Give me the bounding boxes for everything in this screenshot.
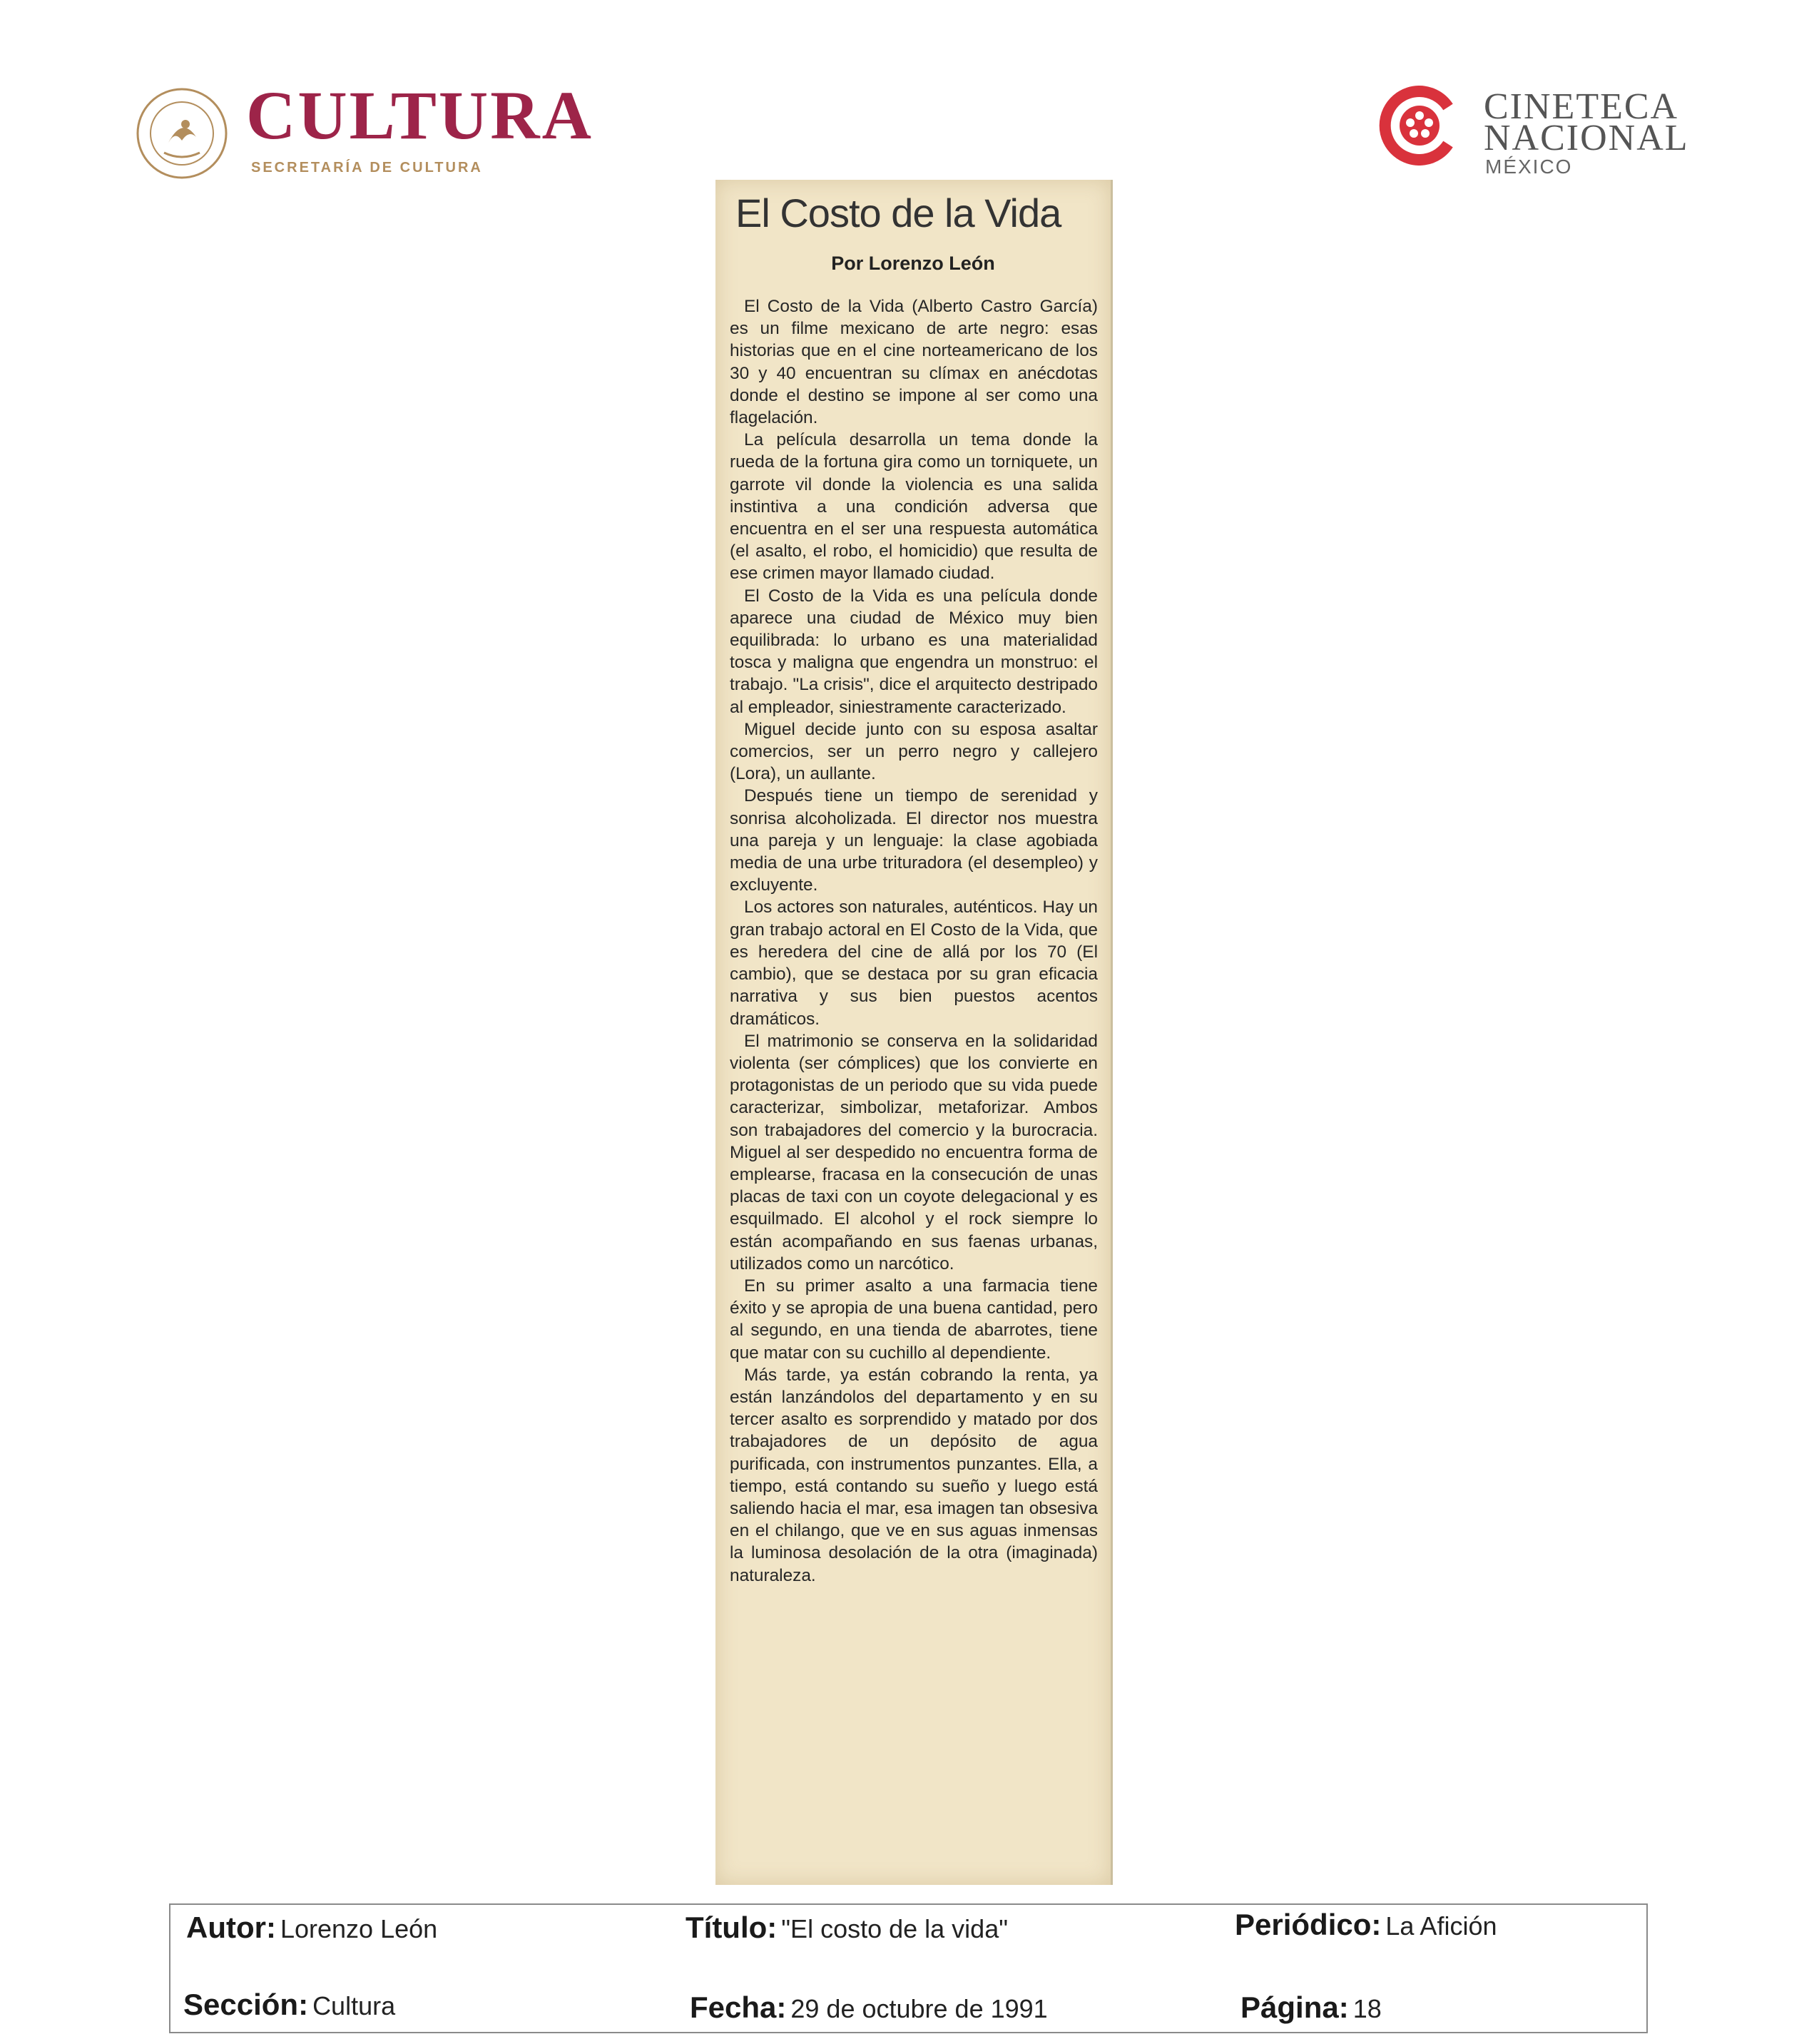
- autor-field: [186, 1911, 437, 1945]
- pagina-field: [1240, 1990, 1382, 2025]
- autor-value: Lorenzo León: [280, 1914, 438, 1943]
- fecha-label: Fecha:: [690, 1990, 787, 2024]
- pagina-label: Página:: [1240, 1990, 1349, 2024]
- seccion-value: Cultura: [312, 1991, 396, 2020]
- seccion-label: Sección:: [183, 1988, 309, 2021]
- titulo-field: [686, 1911, 1008, 1945]
- periodico-field: [1235, 1908, 1497, 1942]
- article-body: [730, 295, 1098, 1587]
- mexican-seal-icon: [136, 87, 228, 180]
- article-paragraph: Más tarde, ya están cobrando la renta, ya están lanzándolos del departamento y en su tercer asalto es sorprendido y matado por dos trabajadores de un depósito de agua purificada, con instrumentos punzantes. Ella, a tiempo, está contando su sueño y luego está saliendo hacia el mar, esa imagen tan obsesiva en el chilango, que ve en sus aguas inmensas la luminosa desolación de la otra (imaginada) naturaleza.: [730, 1365, 1098, 1585]
- article-paragraph: El Costo de la Vida (Alberto Castro García) es un filme mexicano de arte negro: esas historias que en el cine norteamericano de los 30 y 40 encuentran su clímax en anécdotas donde el destino se impone al ser como una flagelación.: [730, 297, 1098, 428]
- cineteca-line1: CINETECA: [1484, 86, 1679, 127]
- cultura-subtitle: SECRETARÍA DE CULTURA: [251, 160, 483, 176]
- article-paragraph: El matrimonio se conserva en la solidaridad violenta (ser cómplices) que los convierte en protagonistas de un periodo que su vida puede caracterizar, simbolizar, metaforizar. Ambos son trabajadores del comercio y la burocracia. Miguel al ser despedido no encuentra forma de emplearse, fracasa en la consecución de unas placas de taxi con un coyote delegacional y es esquilmado. El alcohol y el rock siempre lo están acompañando en sus faenas urbanas, utilizados como un narcótico.: [730, 1031, 1098, 1273]
- titulo-value: "El costo de la vida": [781, 1914, 1009, 1943]
- fecha-value: 29 de octubre de 1991: [790, 1994, 1048, 2023]
- article-paragraph: El Costo de la Vida es una película donde aparece una ciudad de México muy bien equilibrada: lo urbano es una materialidad tosca y maligna que engendra un monstruo: el trabajo. "La crisis", dice el arquitecto destripado al empleador, siniestramente caracterizado.: [730, 586, 1098, 717]
- periodico-value: La Afición: [1385, 1911, 1497, 1941]
- cineteca-line3: MÉXICO: [1485, 156, 1573, 178]
- periodico-label: Periódico:: [1235, 1908, 1382, 1941]
- cultura-wordmark: CULTURA: [246, 77, 593, 153]
- pagina-value: 18: [1352, 1994, 1382, 2023]
- metadata-table: [169, 1903, 1648, 2033]
- article-paragraph: Después tiene un tiempo de serenidad y sonrisa alcoholizada. El director nos muestra una pareja y un lenguaje: la clase agobiada media de una urbe trituradora (el desempleo) y excluyente.: [730, 786, 1098, 895]
- fecha-field: [690, 1990, 1048, 2025]
- newspaper-clipping: [715, 180, 1113, 1885]
- article-paragraph: La película desarrolla un tema donde la rueda de la fortuna gira como un torniquete, un garrote vil donde la violencia es una salida instintiva a una condición adversa que encuentra en el ser una respuesta automática (el asalto, el robo, el homicidio) que resulta de ese crimen mayor llamado ciudad.: [730, 430, 1098, 584]
- seccion-field: [183, 1988, 395, 2022]
- cineteca-logo: [1377, 83, 1698, 183]
- article-title: El Costo de la Vida: [735, 190, 1061, 235]
- article-byline: Por Lorenzo León: [831, 253, 995, 274]
- cineteca-line2: NACIONAL: [1484, 118, 1689, 158]
- titulo-label: Título:: [686, 1911, 778, 1944]
- autor-label: Autor:: [186, 1911, 276, 1944]
- article-paragraph: Miguel decide junto con su esposa asaltar comercios, ser un perro negro y callejero (Lora), un aullante.: [730, 719, 1098, 784]
- article-paragraph: En su primer asalto a una farmacia tiene éxito y se apropia de una buena cantidad, pero al segundo, en una tienda de abarrotes, tiene que matar con su cuchillo al dependiente.: [730, 1276, 1098, 1363]
- film-reel-icon: [1377, 86, 1457, 166]
- cultura-logo: [136, 77, 621, 184]
- article-paragraph: Los actores son naturales, auténticos. Hay un gran trabajo actoral en El Costo de la Vida, que es heredera del cine de allá por los 70 (El cambio), que se destaca por su gran eficacia narrativa y sus bien puestos acentos dramáticos.: [730, 898, 1098, 1029]
